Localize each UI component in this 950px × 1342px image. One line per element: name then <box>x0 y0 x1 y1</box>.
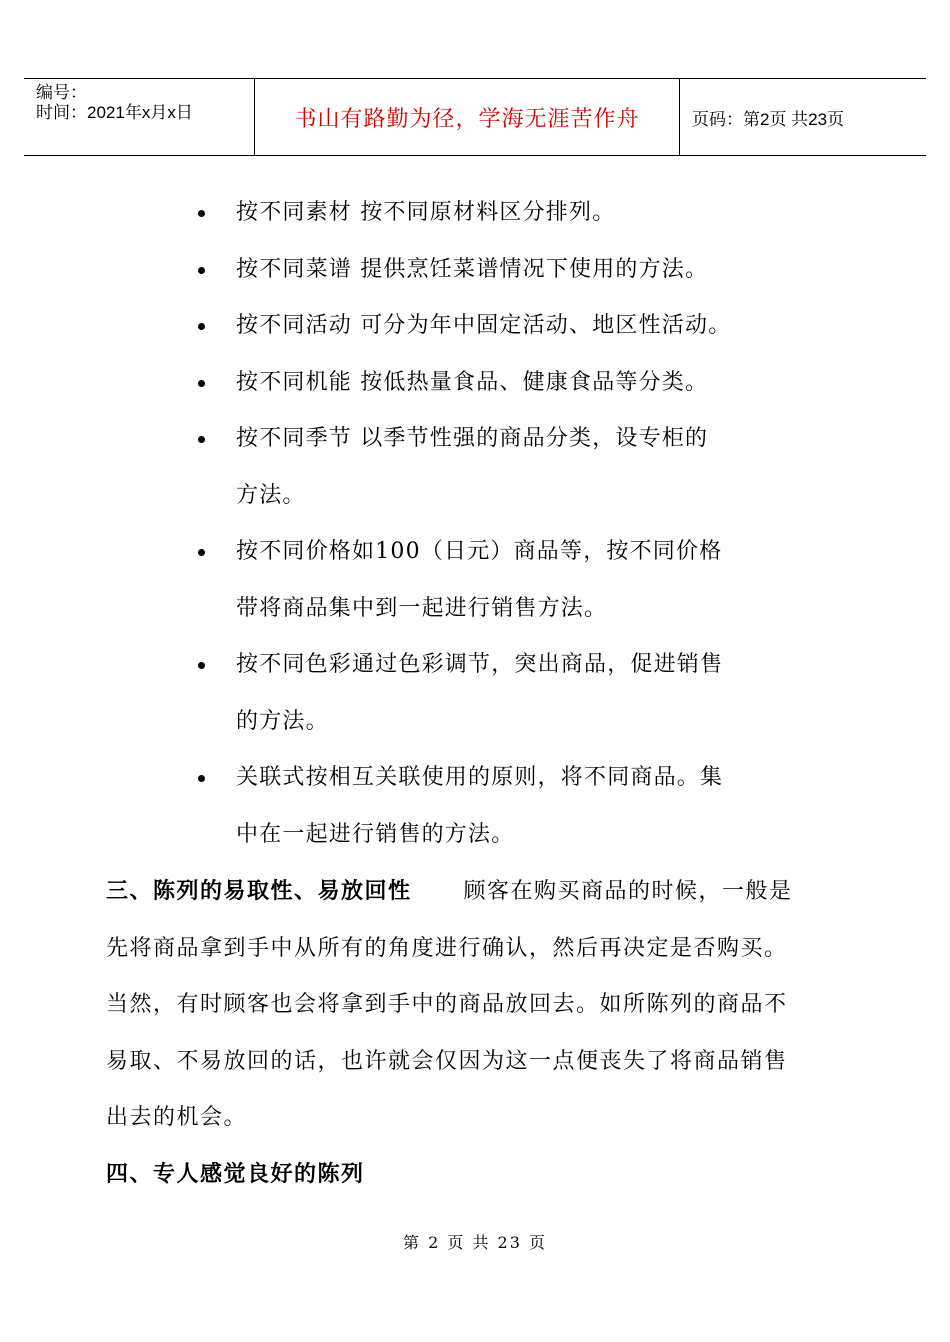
paragraph-first-line <box>106 864 846 921</box>
header-right-cell <box>680 79 926 155</box>
list-item-line: 按不同价格如100（日元）商品等，按不同价格 <box>236 539 723 564</box>
list-item-line: 中在一起进行销售的方法。 <box>236 822 515 847</box>
list-item <box>198 636 796 750</box>
list-item-line: 关联式按相互关联使用的原则，将不同商品。集 <box>236 765 724 790</box>
list-item <box>198 184 796 241</box>
list-item-line: 按不同活动 可分为年中固定活动、地区性活动。 <box>236 313 732 338</box>
list-item-line: 按不同色彩通过色彩调节，突出商品，促进销售 <box>236 652 724 677</box>
paragraph-line: 当然，有时顾客也会将拿到手中的商品放回去。如所陈列的商品不 <box>106 992 788 1017</box>
list-item-line: 按不同机能 按低热量食品、健康食品等分类。 <box>236 370 709 395</box>
bullet-icon <box>198 662 205 669</box>
bullet-icon <box>198 267 205 274</box>
page-footer: 第 2 页 共 23 页 <box>403 1233 547 1252</box>
section-4-heading: 四、专人感觉良好的陈列 <box>106 1162 365 1187</box>
list-item <box>198 749 796 863</box>
document-time-label: 时间：2021年x月x日 <box>36 103 193 122</box>
header-middle-cell <box>254 79 680 155</box>
list-item-line: 按不同素材 按不同原材料区分排列。 <box>236 200 616 225</box>
header-left-cell <box>24 79 254 155</box>
paragraph-line: 易取、不易放回的话，也许就会仅因为这一点便丧失了将商品销售 <box>106 1048 788 1074</box>
bullet-icon <box>198 210 205 217</box>
list-item <box>198 354 796 411</box>
header-page-info: 页码：第2页 共23页 <box>692 109 845 129</box>
header-motto: 书山有路勤为径，学海无涯苦作舟 <box>294 106 640 132</box>
list-item-line: 的方法。 <box>236 709 329 734</box>
list-item <box>198 297 796 354</box>
section-4 <box>106 1147 846 1204</box>
list-item <box>198 410 796 524</box>
bullet-icon <box>198 775 205 782</box>
section-3-heading: 三、陈列的易取性、易放回性 <box>106 879 412 904</box>
paragraph-line: 先将商品拿到手中从所有的角度进行确认，然后再决定是否购买。 <box>106 935 788 961</box>
paragraph-line: 顾客在购买商品的时候，一般是 <box>463 879 793 904</box>
paragraph-line: 出去的机会。 <box>106 1105 248 1130</box>
bullet-icon <box>198 549 205 556</box>
list-item-line: 带将商品集中到一起进行销售方法。 <box>236 596 608 621</box>
bullet-icon <box>198 380 205 387</box>
document-number-label: 编号： <box>36 83 87 102</box>
bullet-icon <box>198 436 205 443</box>
list-item-line: 按不同菜谱 提供烹饪菜谱情况下使用的方法。 <box>236 257 709 282</box>
list-item <box>198 523 796 637</box>
list-item-line: 方法。 <box>236 483 306 508</box>
list-item-line: 按不同季节 以季节性强的商品分类，设专柜的 <box>236 426 709 451</box>
section-3-paragraph <box>106 864 846 1147</box>
list-item <box>198 241 796 298</box>
page-header <box>24 78 926 156</box>
bullet-icon <box>198 323 205 330</box>
